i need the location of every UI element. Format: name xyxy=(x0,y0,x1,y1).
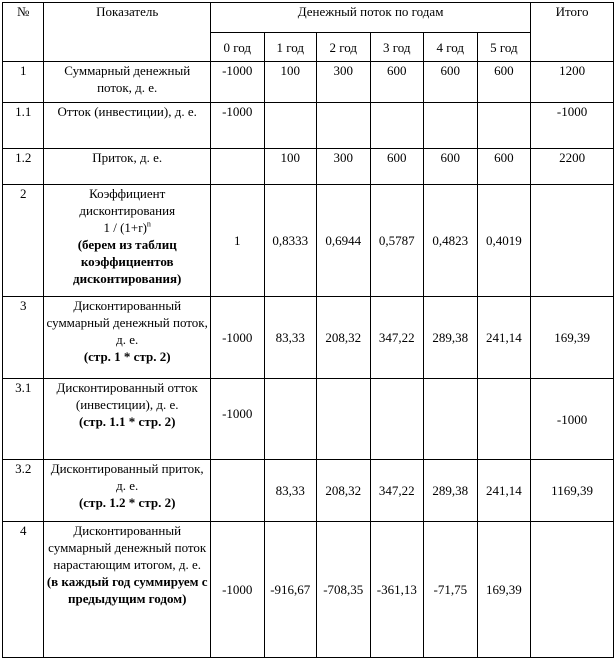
table-row xyxy=(3,460,614,522)
table-row xyxy=(3,149,614,185)
cell-value: -916,67 xyxy=(264,522,317,658)
cell-value: 169,39 xyxy=(477,522,531,658)
cell-value: -1000 xyxy=(211,522,265,658)
cell-value: 0,4823 xyxy=(424,185,478,297)
row-label: Коэффициент дисконтирования xyxy=(79,186,176,218)
cell-total: 169,39 xyxy=(531,297,614,379)
row-label-cell xyxy=(44,297,211,379)
row-num: 3.1 xyxy=(3,379,44,460)
cell-value: 0,8333 xyxy=(264,185,317,297)
cell-value xyxy=(370,103,424,149)
cell-value: -1000 xyxy=(211,103,265,149)
row-label-cell xyxy=(44,379,211,460)
header-year-1: 1 год xyxy=(264,33,317,62)
cell-value: 300 xyxy=(317,149,371,185)
header-row xyxy=(3,3,614,33)
cell-value: 241,14 xyxy=(477,460,531,522)
cell-value: 100 xyxy=(264,149,317,185)
header-year-4: 4 год xyxy=(424,33,478,62)
cell-value xyxy=(477,103,531,149)
row-label: Дисконтированный суммарный денежный поток нарастающим итогом, д. е. xyxy=(48,523,207,572)
cell-value: 0,6944 xyxy=(317,185,371,297)
row-label-cell xyxy=(44,522,211,658)
row-label: Отток (инвестиции), д. е. xyxy=(44,103,211,149)
cell-total: -1000 xyxy=(531,103,614,149)
row-note: (стр. 1.2 * стр. 2) xyxy=(78,495,176,510)
cell-total: 2200 xyxy=(531,149,614,185)
formula-text: 1 / (1+r) xyxy=(103,220,147,235)
row-num: 1 xyxy=(3,62,44,103)
cell-value: 0,4019 xyxy=(477,185,531,297)
cell-total xyxy=(531,185,614,297)
cell-value: 347,22 xyxy=(370,460,424,522)
cell-value: -1000 xyxy=(211,297,265,379)
cell-value: 600 xyxy=(370,62,424,103)
header-total: Итого xyxy=(531,3,614,62)
row-num: 2 xyxy=(3,185,44,297)
cell-total: 1200 xyxy=(531,62,614,103)
cell-value: 289,38 xyxy=(424,297,478,379)
table-row xyxy=(3,297,614,379)
cell-value xyxy=(211,149,265,185)
cell-value xyxy=(211,460,265,522)
formula-exponent: n xyxy=(146,219,151,229)
cell-value: 600 xyxy=(424,62,478,103)
row-note: (стр. 1 * стр. 2) xyxy=(83,349,171,364)
cell-value: 83,33 xyxy=(264,297,317,379)
row-num: 1.1 xyxy=(3,103,44,149)
cell-value: -708,35 xyxy=(317,522,371,658)
row-num: 4 xyxy=(3,522,44,658)
cell-value: 289,38 xyxy=(424,460,478,522)
header-year-5: 5 год xyxy=(477,33,531,62)
cell-value: 83,33 xyxy=(264,460,317,522)
cell-value xyxy=(264,103,317,149)
cell-value: 0,5787 xyxy=(370,185,424,297)
row-note: (стр. 1.1 * стр. 2) xyxy=(78,414,176,429)
cell-value xyxy=(370,379,424,460)
row-label: Суммарный денежный поток, д. е. xyxy=(44,62,211,103)
row-label-cell xyxy=(44,460,211,522)
cell-value: -71,75 xyxy=(424,522,478,658)
cell-value: 100 xyxy=(264,62,317,103)
header-num: № xyxy=(3,3,44,62)
row-note: (в каждый год суммируем с предыдущим годом) xyxy=(46,574,208,606)
cell-value: -1000 xyxy=(211,62,265,103)
table-row xyxy=(3,103,614,149)
cell-value: -1000 xyxy=(211,379,265,460)
cell-value xyxy=(424,103,478,149)
cell-value: 208,32 xyxy=(317,297,371,379)
cell-value: 600 xyxy=(477,62,531,103)
header-cashflow-by-years: Денежный поток по годам xyxy=(211,3,531,33)
header-indicator: Показатель xyxy=(44,3,211,62)
cell-value xyxy=(317,379,371,460)
cell-value: 347,22 xyxy=(370,297,424,379)
table-row xyxy=(3,379,614,460)
row-label-cell xyxy=(44,185,211,297)
cell-value: 208,32 xyxy=(317,460,371,522)
cell-value: 241,14 xyxy=(477,297,531,379)
table-row xyxy=(3,185,614,297)
row-label: Приток, д. е. xyxy=(44,149,211,185)
cell-value xyxy=(317,103,371,149)
cell-value: 300 xyxy=(317,62,371,103)
cashflow-table xyxy=(2,2,614,658)
row-num: 3 xyxy=(3,297,44,379)
cell-total: -1000 xyxy=(531,379,614,460)
row-note: (берем из таблиц коэффициентов дисконтирования) xyxy=(73,237,182,286)
row-label: Дисконтированный приток, д. е. xyxy=(50,461,204,493)
cell-value: -361,13 xyxy=(370,522,424,658)
row-label: Дисконтированный отток (инвестиции), д. е. xyxy=(56,380,198,412)
cell-value xyxy=(477,379,531,460)
cell-value xyxy=(264,379,317,460)
cell-value: 600 xyxy=(424,149,478,185)
row-num: 1.2 xyxy=(3,149,44,185)
cell-value: 600 xyxy=(477,149,531,185)
header-year-2: 2 год xyxy=(317,33,371,62)
row-label: Дисконтированный суммарный денежный поток, д. е. xyxy=(46,298,208,347)
cell-total: 1169,39 xyxy=(531,460,614,522)
table-row xyxy=(3,522,614,658)
header-year-0: 0 год xyxy=(211,33,265,62)
discount-formula xyxy=(46,219,208,236)
row-num: 3.2 xyxy=(3,460,44,522)
cell-value xyxy=(424,379,478,460)
cell-value: 1 xyxy=(211,185,265,297)
cell-total xyxy=(531,522,614,658)
header-year-3: 3 год xyxy=(370,33,424,62)
cell-value: 600 xyxy=(370,149,424,185)
table-row xyxy=(3,62,614,103)
